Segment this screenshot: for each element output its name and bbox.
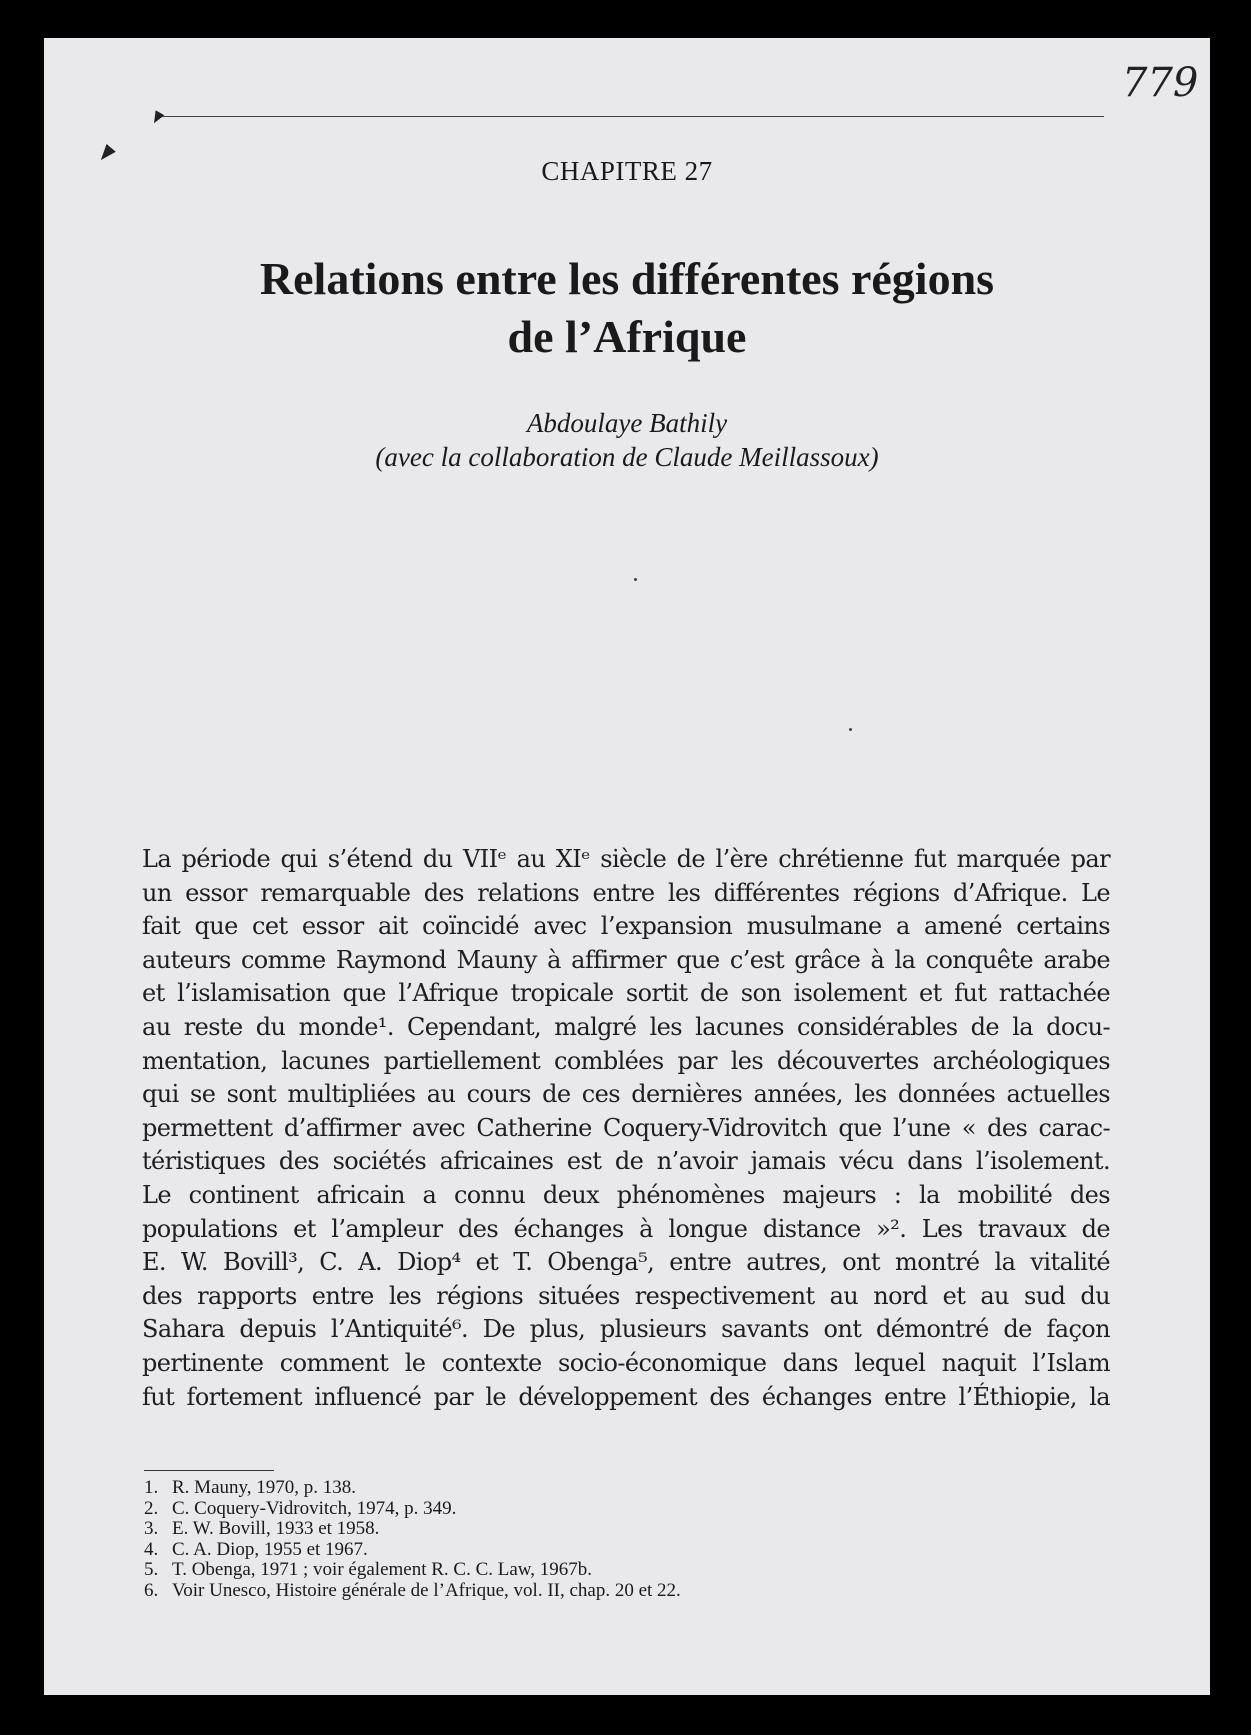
paper-speck	[849, 728, 852, 731]
footnote-number: 1.	[144, 1477, 159, 1498]
author-name: Abdoulaye Bathily	[526, 408, 728, 438]
body-line: auteurs comme Raymond Mauny à affirmer que c’est grâce à la conquête arabe	[142, 945, 1110, 974]
body-paragraph	[142, 843, 1110, 1414]
footnote-text: C. Coquery-Vidrovitch, 1974, p. 349.	[172, 1497, 457, 1519]
footnote	[144, 1581, 1044, 1602]
footnote-number: 5.	[144, 1559, 159, 1580]
footnote-text: E. W. Bovill, 1933 et 1958.	[172, 1518, 380, 1539]
footnote	[144, 1499, 1044, 1520]
chapter-title	[144, 250, 1110, 366]
footnote-number: 3.	[144, 1518, 159, 1539]
header-rule	[156, 116, 1104, 117]
body-line: fait que cet essor ait coïncidé avec l’expansion musulmane a amené certains	[142, 912, 1110, 941]
footnote-text: R. Mauny, 1970, p. 138.	[172, 1477, 357, 1498]
document-page	[44, 38, 1210, 1695]
footnote-number: 4.	[144, 1538, 159, 1560]
chapter-title-line: Relations entre les différentes régions	[259, 253, 995, 304]
body-line: des rapports entre les régions situées respectivement au nord et au sud du	[142, 1281, 1110, 1310]
handwritten-page-number: 779	[1122, 60, 1199, 106]
body-line: fut fortement influencé par le développement des échanges entre l’Éthiopie, la	[142, 1382, 1110, 1411]
body-line: La période qui s’étend du VIIᵉ au XIᵉ siècle de l’ère chrétienne fut marquée par	[142, 845, 1110, 873]
body-line: mentation, lacunes partiellement comblées par les découvertes archéologiques	[142, 1046, 1110, 1075]
author-block	[44, 406, 1210, 474]
footnote-text: Voir Unesco, Histoire générale de l’Afrique, vol. II, chap. 20 et 22.	[172, 1579, 681, 1601]
body-line: Sahara depuis l’Antiquité⁶. De plus, plusieurs savants ont démontré de façon	[142, 1315, 1110, 1344]
footnote	[144, 1519, 1044, 1540]
body-line: téristiques des sociétés africaines est de n’avoir jamais vécu dans l’isolement.	[142, 1147, 1110, 1176]
footnote-text: T. Obenga, 1971 ; voir également R. C. C. Law, 1967b.	[172, 1559, 593, 1580]
footnote-number: 2.	[144, 1497, 159, 1519]
chapter-title-line: de l’Afrique	[507, 311, 747, 362]
paper-speck	[634, 578, 637, 581]
footnote-number: 6.	[144, 1579, 159, 1601]
footnote-text: C. A. Diop, 1955 et 1967.	[172, 1538, 368, 1560]
body-line: populations et l’ampleur des échanges à longue distance »². Les travaux de	[142, 1214, 1110, 1243]
body-line: et l’islamisation que l’Afrique tropicale sortit de son isolement et fut rattachée	[142, 979, 1110, 1008]
ink-mark-icon	[150, 110, 165, 125]
footnote	[144, 1560, 1044, 1581]
body-line: permettent d’affirmer avec Catherine Coquery-Vidrovitch que l’une « des carac-	[142, 1113, 1110, 1142]
body-line: Le continent africain a connu deux phénomènes majeurs : la mobilité des	[142, 1180, 1110, 1209]
body-line: un essor remarquable des relations entre les différentes régions d’Afrique. Le	[142, 878, 1110, 907]
body-line: qui se sont multipliées au cours de ces dernières années, les données actuelles	[142, 1080, 1110, 1109]
footnote	[144, 1540, 1044, 1561]
footnotes	[144, 1478, 1044, 1601]
footnote	[144, 1478, 1044, 1499]
body-line: pertinente comment le contexte socio-économique dans lequel naquit l’Islam	[142, 1348, 1110, 1377]
body-line: E. W. Bovill³, C. A. Diop⁴ et T. Obenga⁵, entre autres, ont montré la vitalité	[142, 1248, 1110, 1277]
footnote-rule	[144, 1470, 274, 1471]
body-line: au reste du monde¹. Cependant, malgré les lacunes considérables de la docu-	[142, 1012, 1110, 1041]
chapter-label: CHAPITRE 27	[541, 156, 713, 186]
author-collaboration: (avec la collaboration de Claude Meillassoux)	[375, 442, 879, 472]
